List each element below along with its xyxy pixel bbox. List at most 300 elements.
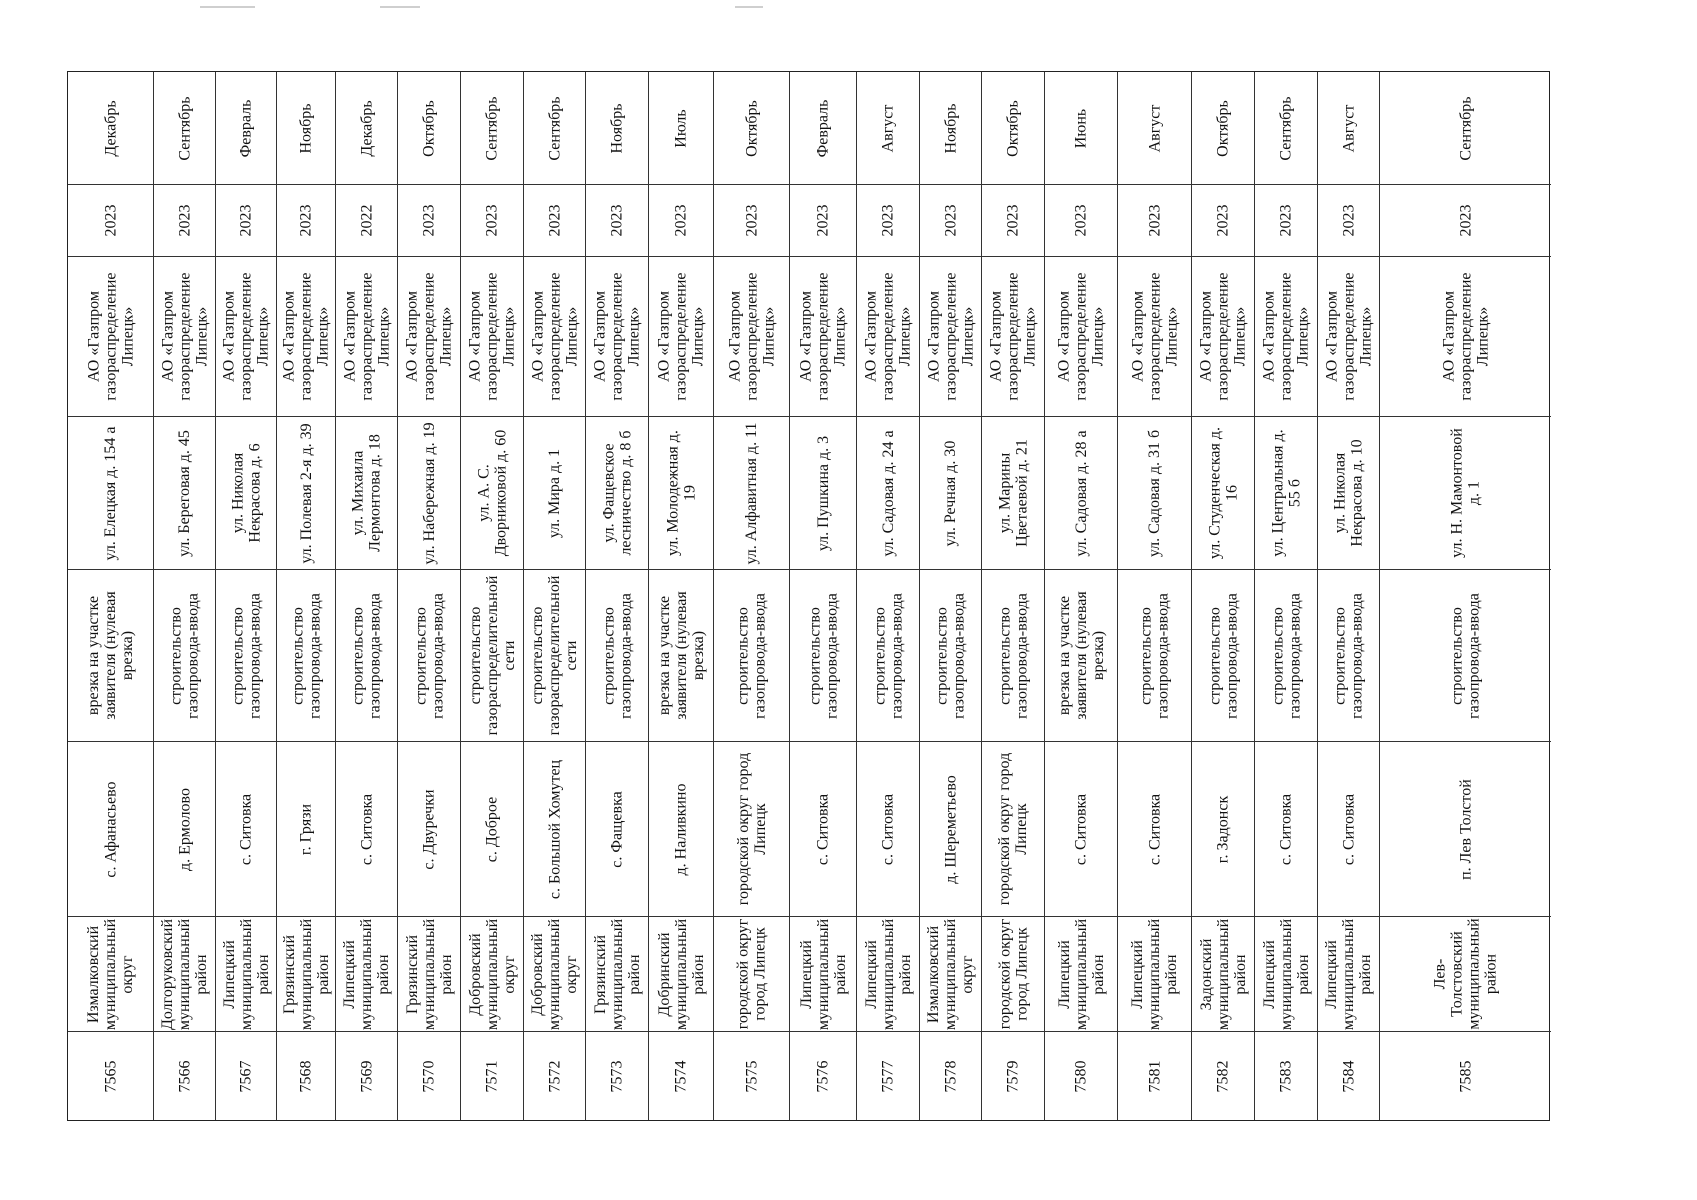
- cell-district: [1318, 917, 1379, 1032]
- year-text: 2023: [1004, 204, 1022, 237]
- year-text: 2023: [176, 204, 193, 237]
- address-text: ул. Речная д. 30: [942, 440, 959, 546]
- year-text: 2023: [102, 204, 119, 237]
- num-text: 7578: [942, 1060, 959, 1092]
- cell-locality: [398, 742, 460, 917]
- address-text: ул. Садовая д. 28 а: [1072, 429, 1090, 557]
- table-row: [920, 72, 982, 1120]
- cell-org: [1318, 257, 1379, 417]
- cell-org: [714, 257, 789, 417]
- cell-org: [398, 257, 460, 417]
- year-text: 2023: [672, 204, 690, 237]
- month-text: Февраль: [237, 99, 255, 157]
- district-text: Липецкий муниципальный район: [341, 918, 392, 1030]
- cell-district: [649, 917, 713, 1032]
- cell-locality: [920, 742, 981, 917]
- district-text: Грязинский муниципальный район: [403, 918, 455, 1030]
- district-text: Измалковский муниципальный округ: [85, 918, 136, 1030]
- address-text: ул. Полевая 2-я д. 39: [297, 422, 315, 564]
- cell-org: [336, 257, 397, 417]
- cell-work: [216, 570, 276, 742]
- work-text: строительство газопровода-ввода: [600, 592, 634, 719]
- cell-district: [524, 917, 585, 1032]
- cell-org: [461, 257, 523, 417]
- table-row: [982, 72, 1045, 1120]
- cell-year: [336, 185, 397, 257]
- org-text: АО «Газпром газораспределение Липецк»: [862, 272, 914, 401]
- cell-district: [277, 917, 335, 1032]
- table-row: [649, 72, 714, 1120]
- address-text: ул. Студенческая д. 16: [1206, 426, 1240, 560]
- cell-address: [154, 417, 215, 570]
- year-text: 2023: [879, 204, 897, 237]
- work-text: строительство газопровода-ввода: [167, 592, 202, 719]
- num-text: 7569: [358, 1060, 375, 1092]
- work-text: строительство газопровода-ввода: [806, 592, 840, 719]
- num-text: 7566: [176, 1060, 193, 1092]
- cell-work: [920, 570, 981, 742]
- cell-address: [1045, 417, 1117, 570]
- work-text: врезка на участке заявителя (нулевая врезка): [1055, 591, 1107, 720]
- org-text: АО «Газпром газораспределение Липецк»: [341, 272, 392, 401]
- address-text: ул. Марины Цветаевой д. 21: [996, 439, 1030, 547]
- year-text: 2023: [420, 204, 438, 237]
- work-text: строительство газораспределительной сети: [529, 575, 580, 736]
- cell-month: [461, 72, 523, 185]
- cell-district: [1045, 917, 1117, 1032]
- table-row: [398, 72, 461, 1120]
- locality-text: с. Фащевка: [608, 790, 626, 868]
- year-text: 2023: [237, 204, 255, 237]
- district-text: Добровский муниципальный округ: [529, 918, 580, 1030]
- table-row: [277, 72, 336, 1120]
- cell-address: [1118, 417, 1191, 570]
- cell-org: [524, 257, 585, 417]
- cell-locality: [1192, 742, 1254, 917]
- num-text: 7575: [743, 1060, 760, 1092]
- cell-num: [1118, 1032, 1191, 1120]
- address-text: ул. Береговая д. 45: [176, 429, 193, 557]
- org-text: АО «Газпром газораспределение Липецк»: [220, 272, 272, 401]
- cell-num: [398, 1032, 460, 1120]
- cell-district: [216, 917, 276, 1032]
- table-row: [1192, 72, 1255, 1120]
- district-text: Добровский муниципальный округ: [466, 918, 518, 1030]
- num-text: 7567: [237, 1060, 255, 1092]
- cell-org: [857, 257, 919, 417]
- cell-month: [982, 72, 1044, 185]
- address-text: ул. А. С. Дворниковой д. 60: [475, 429, 509, 557]
- district-text: Липецкий муниципальный район: [862, 918, 914, 1030]
- work-text: строительство газопровода-ввода: [289, 592, 323, 719]
- cell-work: [586, 570, 648, 742]
- cell-num: [524, 1032, 585, 1120]
- cell-month: [1118, 72, 1191, 185]
- cell-district: [1255, 917, 1317, 1032]
- cell-locality: [714, 742, 789, 917]
- work-text: строительство газопровода-ввода: [1331, 592, 1366, 719]
- cell-address: [790, 417, 856, 570]
- locality-text: г. Задонск: [1214, 795, 1232, 863]
- cell-work: [790, 570, 856, 742]
- cell-org: [277, 257, 335, 417]
- table-row: [857, 72, 920, 1120]
- cell-num: [1255, 1032, 1317, 1120]
- cell-address: [649, 417, 713, 570]
- locality-text: с. Ситовка: [1340, 793, 1357, 865]
- table-row: [68, 72, 154, 1120]
- num-text: 7584: [1340, 1060, 1357, 1092]
- district-text: Грязинский муниципальный район: [280, 918, 332, 1030]
- cell-address: [1380, 417, 1551, 570]
- cell-address: [714, 417, 789, 570]
- cell-num: [714, 1032, 789, 1120]
- work-text: строительство газопровода-ввода: [996, 592, 1030, 719]
- month-text: Июнь: [1072, 108, 1090, 148]
- month-text: Ноябрь: [942, 102, 959, 154]
- district-text: Липецкий муниципальный район: [220, 918, 272, 1030]
- cell-num: [920, 1032, 981, 1120]
- year-text: 2023: [1457, 204, 1474, 237]
- cell-org: [982, 257, 1044, 417]
- locality-text: д. Шереметьево: [942, 774, 959, 884]
- address-text: ул. Алфавитная д. 11: [743, 422, 760, 564]
- address-text: ул. Молодежная д. 19: [664, 430, 698, 556]
- cell-district: [857, 917, 919, 1032]
- cell-org: [1255, 257, 1317, 417]
- cell-address: [398, 417, 460, 570]
- cell-work: [68, 570, 153, 742]
- org-text: АО «Газпром газораспределение Липецк»: [925, 272, 976, 401]
- cell-work: [1045, 570, 1117, 742]
- cell-year: [1045, 185, 1117, 257]
- cell-address: [1255, 417, 1317, 570]
- month-text: Декабрь: [358, 99, 375, 157]
- num-text: 7570: [420, 1060, 438, 1092]
- cell-work: [398, 570, 460, 742]
- month-text: Август: [1146, 104, 1163, 152]
- org-text: АО «Газпром газораспределение Липецк»: [1440, 272, 1491, 401]
- year-text: 2023: [1214, 204, 1232, 237]
- year-text: 2023: [814, 204, 832, 237]
- work-text: строительство газопровода-ввода: [1269, 592, 1303, 719]
- district-text: Измалковский муниципальный округ: [925, 918, 976, 1030]
- address-text: ул. Фащевское лесничество д. 8 б: [600, 430, 634, 556]
- address-text: ул. Михаила Лермонтова д. 18: [349, 434, 384, 552]
- num-text: 7573: [608, 1060, 626, 1092]
- cell-month: [857, 72, 919, 185]
- district-text: Лев-Толстовский муниципальный район: [1431, 918, 1500, 1030]
- district-text: Липецкий муниципальный район: [1260, 918, 1312, 1030]
- cell-work: [1318, 570, 1379, 742]
- cell-num: [1380, 1032, 1551, 1120]
- locality-text: с. Ситовка: [1277, 793, 1295, 865]
- cell-year: [216, 185, 276, 257]
- year-text: 2023: [483, 204, 501, 237]
- org-text: АО «Газпром газораспределение Липецк»: [1260, 272, 1312, 401]
- year-text: 2023: [1072, 204, 1090, 237]
- year-text: 2023: [1277, 204, 1295, 237]
- cell-org: [1380, 257, 1551, 417]
- cell-district: [154, 917, 215, 1032]
- cell-locality: [1118, 742, 1191, 917]
- num-text: 7576: [814, 1060, 832, 1092]
- org-text: АО «Газпром газораспределение Липецк»: [85, 272, 136, 401]
- scan-artifact: [200, 6, 255, 8]
- month-text: Сентябрь: [1457, 95, 1474, 161]
- num-text: 7565: [102, 1060, 119, 1092]
- cell-month: [714, 72, 789, 185]
- work-text: строительство газопровода-ввода: [349, 592, 384, 719]
- cell-address: [920, 417, 981, 570]
- num-text: 7583: [1277, 1060, 1295, 1092]
- year-text: 2023: [942, 204, 959, 237]
- table-row: [524, 72, 586, 1120]
- cell-num: [1318, 1032, 1379, 1120]
- cell-work: [649, 570, 713, 742]
- cell-district: [1380, 917, 1551, 1032]
- cell-address: [1192, 417, 1254, 570]
- cell-locality: [649, 742, 713, 917]
- org-text: АО «Газпром газораспределение Липецк»: [987, 272, 1039, 401]
- cell-num: [68, 1032, 153, 1120]
- district-text: Грязинский муниципальный район: [591, 918, 643, 1030]
- work-text: врезка на участке заявителя (нулевая врезка): [655, 591, 707, 720]
- org-text: АО «Газпром газораспределение Липецк»: [1055, 272, 1107, 401]
- cell-num: [649, 1032, 713, 1120]
- district-text: Липецкий муниципальный район: [1129, 918, 1180, 1030]
- cell-org: [649, 257, 713, 417]
- cell-num: [216, 1032, 276, 1120]
- scan-artifact: [735, 6, 763, 8]
- num-text: 7579: [1004, 1060, 1022, 1092]
- cell-district: [1118, 917, 1191, 1032]
- cell-num: [154, 1032, 215, 1120]
- address-text: ул. Пушкина д. 3: [814, 435, 832, 551]
- work-text: врезка на участке заявителя (нулевая врезка): [85, 591, 136, 720]
- cell-work: [461, 570, 523, 742]
- cell-work: [714, 570, 789, 742]
- cell-work: [1118, 570, 1191, 742]
- cell-work: [1380, 570, 1551, 742]
- cell-address: [68, 417, 153, 570]
- locality-text: д. Ермолово: [176, 787, 193, 871]
- locality-text: с. Ситовка: [879, 793, 897, 865]
- cell-year: [857, 185, 919, 257]
- district-text: Липецкий муниципальный район: [1323, 918, 1374, 1030]
- cell-year: [524, 185, 585, 257]
- cell-year: [461, 185, 523, 257]
- address-text: ул. Мира д. 1: [546, 448, 563, 538]
- num-text: 7574: [672, 1060, 690, 1092]
- cell-year: [1380, 185, 1551, 257]
- cell-work: [524, 570, 585, 742]
- org-text: АО «Газпром газораспределение Липецк»: [655, 272, 707, 401]
- cell-work: [982, 570, 1044, 742]
- district-text: Липецкий муниципальный район: [797, 918, 849, 1030]
- cell-locality: [336, 742, 397, 917]
- district-text: Добринский муниципальный район: [655, 918, 707, 1030]
- org-text: АО «Газпром газораспределение Липецк»: [466, 272, 518, 401]
- cell-org: [68, 257, 153, 417]
- work-schedule-table: [67, 71, 1550, 1121]
- locality-text: с. Доброе: [483, 796, 501, 862]
- cell-work: [857, 570, 919, 742]
- month-text: Октябрь: [1004, 99, 1022, 157]
- address-text: ул. Николая Некрасова д. 6: [229, 443, 263, 543]
- locality-text: городской округ город Липецк: [996, 752, 1030, 906]
- scan-artifact: [380, 6, 420, 8]
- table-row: [714, 72, 790, 1120]
- cell-district: [714, 917, 789, 1032]
- num-text: 7585: [1457, 1060, 1474, 1092]
- cell-year: [277, 185, 335, 257]
- cell-month: [336, 72, 397, 185]
- cell-address: [586, 417, 648, 570]
- table-row: [1380, 72, 1551, 1120]
- month-text: Сентябрь: [176, 95, 193, 161]
- table-row: [154, 72, 216, 1120]
- locality-text: с. Афанасьево: [102, 780, 119, 878]
- cell-org: [790, 257, 856, 417]
- cell-locality: [216, 742, 276, 917]
- cell-num: [1192, 1032, 1254, 1120]
- cell-district: [586, 917, 648, 1032]
- cell-address: [336, 417, 397, 570]
- month-text: Декабрь: [102, 99, 119, 157]
- cell-year: [790, 185, 856, 257]
- work-text: строительство газопровода-ввода: [1137, 592, 1172, 719]
- table-row: [1045, 72, 1118, 1120]
- address-text: ул. Набережная д. 19: [420, 421, 438, 565]
- cell-org: [216, 257, 276, 417]
- cell-year: [920, 185, 981, 257]
- cell-month: [68, 72, 153, 185]
- cell-year: [68, 185, 153, 257]
- cell-address: [982, 417, 1044, 570]
- cell-year: [1255, 185, 1317, 257]
- cell-month: [524, 72, 585, 185]
- district-text: городской округ город Липецк: [996, 918, 1030, 1030]
- cell-district: [1192, 917, 1254, 1032]
- locality-text: г. Грязи: [297, 803, 315, 855]
- year-text: 2023: [743, 204, 760, 237]
- cell-num: [1045, 1032, 1117, 1120]
- work-text: строительство газопровода-ввода: [1448, 592, 1483, 719]
- month-text: Ноябрь: [608, 102, 626, 154]
- cell-address: [216, 417, 276, 570]
- org-text: АО «Газпром газораспределение Липецк»: [529, 272, 580, 401]
- cell-locality: [277, 742, 335, 917]
- cell-work: [336, 570, 397, 742]
- cell-month: [154, 72, 215, 185]
- year-text: 2023: [1146, 204, 1163, 237]
- cell-address: [857, 417, 919, 570]
- year-text: 2023: [608, 204, 626, 237]
- cell-month: [586, 72, 648, 185]
- month-text: Август: [879, 104, 897, 152]
- month-text: Сентябрь: [483, 95, 501, 161]
- num-text: 7577: [879, 1060, 897, 1092]
- cell-year: [154, 185, 215, 257]
- cell-locality: [154, 742, 215, 917]
- org-text: АО «Газпром газораспределение Липецк»: [159, 272, 210, 401]
- org-text: АО «Газпром газораспределение Липецк»: [280, 272, 332, 401]
- cell-locality: [586, 742, 648, 917]
- address-text: ул. Николая Некрасова д. 10: [1331, 439, 1366, 547]
- table-row: [1118, 72, 1192, 1120]
- locality-text: с. Ситовка: [814, 793, 832, 865]
- cell-org: [154, 257, 215, 417]
- locality-text: п. Лев Толстой: [1457, 778, 1474, 880]
- cell-work: [277, 570, 335, 742]
- cell-address: [277, 417, 335, 570]
- org-text: АО «Газпром газораспределение Липецк»: [726, 272, 777, 401]
- month-text: Сентябрь: [546, 95, 563, 161]
- cell-locality: [1318, 742, 1379, 917]
- work-text: строительство газопровода-ввода: [933, 592, 968, 719]
- cell-district: [461, 917, 523, 1032]
- cell-locality: [790, 742, 856, 917]
- month-text: Ноябрь: [297, 102, 315, 154]
- month-text: Июль: [672, 108, 690, 148]
- num-text: 7568: [297, 1060, 315, 1092]
- cell-month: [398, 72, 460, 185]
- cell-work: [1255, 570, 1317, 742]
- month-text: Октябрь: [743, 99, 760, 157]
- cell-year: [982, 185, 1044, 257]
- cell-num: [461, 1032, 523, 1120]
- work-text: строительство газопровода-ввода: [412, 592, 446, 719]
- locality-text: с. Ситовка: [1072, 793, 1090, 865]
- locality-text: с. Большой Хомутец: [546, 759, 563, 899]
- cell-num: [790, 1032, 856, 1120]
- cell-org: [920, 257, 981, 417]
- cell-district: [920, 917, 981, 1032]
- address-text: ул. Центральная д. 55 б: [1269, 429, 1303, 557]
- cell-locality: [1255, 742, 1317, 917]
- cell-year: [649, 185, 713, 257]
- locality-text: д. Наливкино: [672, 783, 690, 875]
- cell-address: [524, 417, 585, 570]
- cell-work: [154, 570, 215, 742]
- num-text: 7581: [1146, 1060, 1163, 1092]
- locality-text: с. Двуречки: [420, 788, 438, 870]
- num-text: 7572: [546, 1060, 563, 1092]
- month-text: Октябрь: [420, 99, 438, 157]
- month-text: Октябрь: [1214, 99, 1232, 157]
- cell-year: [1118, 185, 1191, 257]
- year-text: 2023: [546, 204, 563, 237]
- cell-year: [586, 185, 648, 257]
- year-text: 2023: [1340, 204, 1357, 237]
- cell-month: [1318, 72, 1379, 185]
- cell-num: [982, 1032, 1044, 1120]
- district-text: Долгоруковский муниципальный район: [159, 918, 210, 1030]
- cell-locality: [982, 742, 1044, 917]
- cell-district: [982, 917, 1044, 1032]
- cell-address: [461, 417, 523, 570]
- work-text: строительство газопровода-ввода: [734, 592, 769, 719]
- locality-text: с. Ситовка: [237, 793, 255, 865]
- year-text: 2023: [297, 204, 315, 237]
- cell-num: [857, 1032, 919, 1120]
- address-text: ул. Садовая д. 24 а: [879, 429, 897, 557]
- cell-locality: [1045, 742, 1117, 917]
- num-text: 7571: [483, 1060, 501, 1092]
- month-text: Сентябрь: [1277, 95, 1295, 161]
- cell-month: [790, 72, 856, 185]
